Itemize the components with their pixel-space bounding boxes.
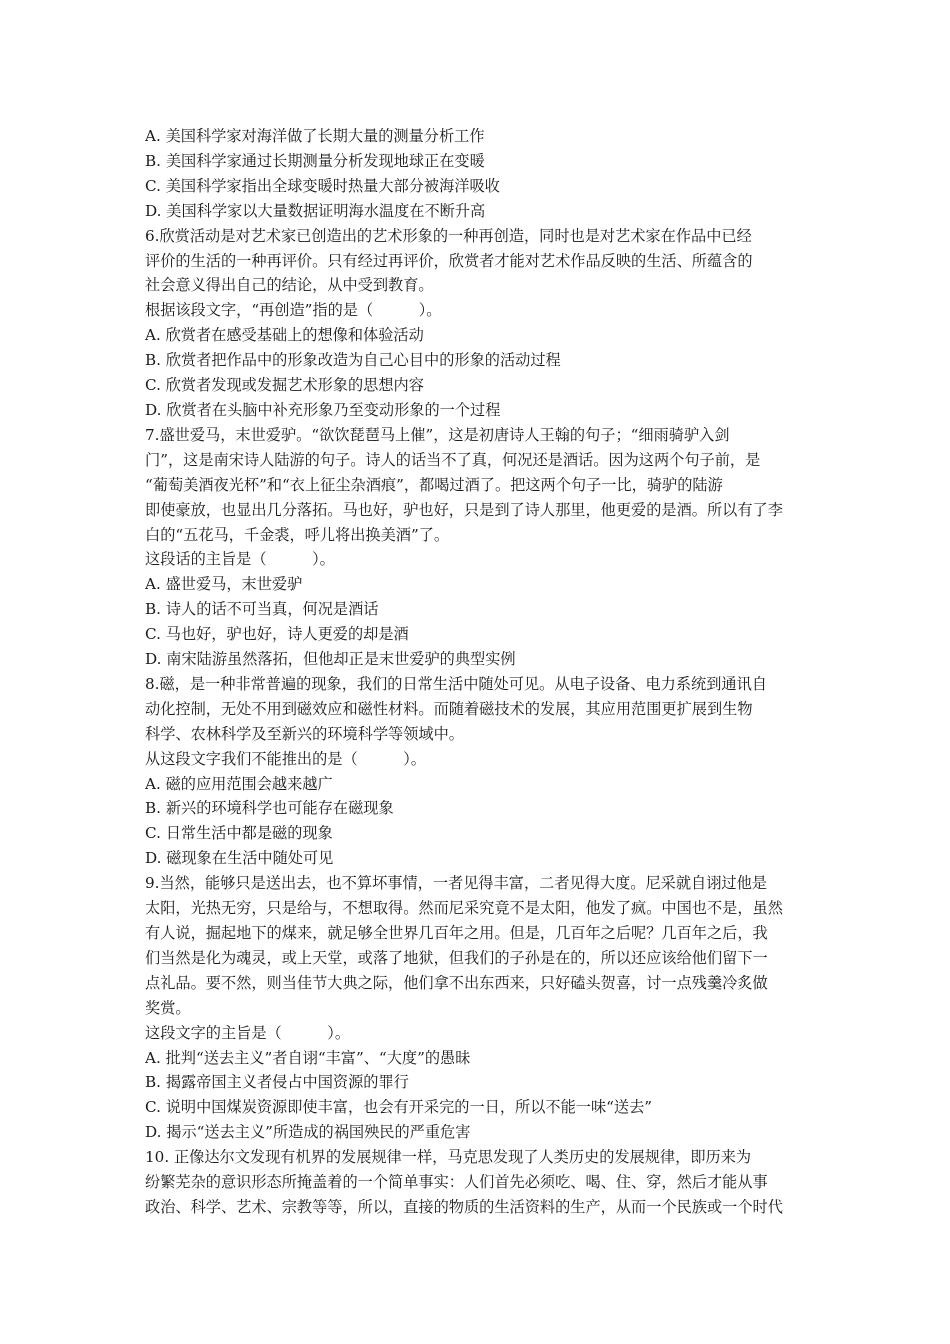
text-line: 门”，这是南宋诗人陆游的句子。诗人的话当不了真，何况还是酒话。因为这两个句子前，是 xyxy=(145,450,761,469)
text-line: 政治、科学、艺术、宗教等等，所以，直接的物质的生活资料的生产，从而一个民族或一个时代 xyxy=(145,1197,783,1216)
text-line: 评价的生活的一种再评价。只有经过再评价，欣赏者才能对艺术作品反映的生活、所蕴含的 xyxy=(145,251,753,270)
text-line: “葡萄美酒夜光杯”和“衣上征尘杂酒痕”，都喝过酒了。把这两个句子一比，骑驴的陆游 xyxy=(145,475,723,494)
text-paragraph xyxy=(145,547,813,572)
text-line: 即使豪放，也显出几分落拓。马也好，驴也好，只是到了诗人那里，他更爱的是酒。所以有了李 xyxy=(145,500,783,519)
text-line: 点礼品。要不然，则当佳节大典之际，他们拿不出东西来，只好磕头贺喜，讨一点残羹冷炙做 xyxy=(145,973,768,992)
text-line: A. 欣赏者在感受基础上的想像和体验活动 xyxy=(145,326,424,345)
text-line: D. 欣赏者在头脑中补充形象乃至变动形象的一个过程 xyxy=(145,400,501,419)
text-line: 社会意义得出自己的结论，从中受到教育。 xyxy=(145,276,434,295)
text-paragraph xyxy=(145,224,813,299)
text-line: 9.当然，能够只是送出去，也不算坏事情，一者见得丰富，二者见得大度。尼采就自诩过他是 xyxy=(145,874,767,893)
document-page xyxy=(145,124,813,1220)
text-line: 纷繁芜杂的意识形态所掩盖着的一个简单事实：人们首先必须吃、喝、住、穿，然后才能从事 xyxy=(145,1173,768,1192)
text-line: 们当然是化为魂灵，或上天堂，或落了地狱，但我们的子孙是在的，所以还应该给他们留下一 xyxy=(145,948,768,967)
text-line: C. 日常生活中都是磁的现象 xyxy=(145,824,333,843)
text-paragraph xyxy=(145,1070,813,1095)
text-line: 从这段文字我们不能推出的是（ ）。 xyxy=(145,749,426,768)
text-paragraph xyxy=(145,647,813,672)
text-paragraph xyxy=(145,149,813,174)
text-line: 10. 正像达尔文发现有机界的发展规律一样，马克思发现了人类历史的发展规律，即历来为 xyxy=(145,1148,752,1167)
text-line: 奖赏。 xyxy=(145,998,191,1017)
text-line: B. 美国科学家通过长期测量分析发现地球正在变暖 xyxy=(145,151,485,170)
text-line: 这段话的主旨是（ ）。 xyxy=(145,550,335,569)
text-line: B. 揭露帝国主义者侵占中国资源的罪行 xyxy=(145,1073,409,1092)
text-line: A. 磁的应用范围会越来越广 xyxy=(145,774,333,793)
text-line: 7.盛世爱马，末世爱驴。“欲饮琵琶马上催”，这是初唐诗人王翰的句子；“细雨骑驴入剑 xyxy=(145,425,730,444)
text-line: 科学、农林科学及至新兴的环境科学等领域中。 xyxy=(145,724,464,743)
text-paragraph xyxy=(145,796,813,821)
text-paragraph xyxy=(145,298,813,323)
text-paragraph xyxy=(145,772,813,797)
text-line: C. 美国科学家指出全球变暖时热量大部分被海洋吸收 xyxy=(145,176,500,195)
text-paragraph xyxy=(145,747,813,772)
text-line: 动化控制，无处不用到磁效应和磁性材料。而随着磁技术的发展，其应用范围更扩展到生物 xyxy=(145,699,753,718)
text-line: C. 说明中国煤炭资源即使丰富，也会有开采完的一日，所以不能一味“送去” xyxy=(145,1098,653,1117)
text-paragraph xyxy=(145,373,813,398)
text-line: C. 欣赏者发现或发掘艺术形象的思想内容 xyxy=(145,376,424,395)
text-line: 8.磁，是一种非常普遍的现象，我们的日常生活中随处可见。从电子设备、电力系统到通讯自 xyxy=(145,674,767,693)
text-line: D. 揭示“送去主义”所造成的祸国殃民的严重危害 xyxy=(145,1123,471,1142)
text-paragraph xyxy=(145,348,813,373)
text-line: C. 马也好，驴也好，诗人更爱的却是酒 xyxy=(145,625,409,644)
text-paragraph xyxy=(145,1095,813,1120)
text-paragraph xyxy=(145,174,813,199)
text-paragraph xyxy=(145,597,813,622)
text-line: 根据该段文字，“再创造”指的是（ ）。 xyxy=(145,301,442,320)
text-line: 6.欣赏活动是对艺术家已创造出的艺术形象的一种再创造，同时也是对艺术家在作品中已经 xyxy=(145,226,752,245)
text-paragraph xyxy=(145,622,813,647)
text-paragraph xyxy=(145,1021,813,1046)
text-paragraph xyxy=(145,199,813,224)
text-line: 有人说，掘起地下的煤来，就足够全世界几百年之用。但是，几百年之后呢？几百年之后，我 xyxy=(145,924,768,942)
text-paragraph xyxy=(145,1120,813,1145)
text-line: 这段文字的主旨是（ ）。 xyxy=(145,1023,351,1042)
text-line: A. 批判“送去主义”者自诩“丰富”、“大度”的愚昧 xyxy=(145,1048,471,1067)
text-paragraph xyxy=(145,323,813,348)
text-line: D. 美国科学家以大量数据证明海水温度在不断升高 xyxy=(145,201,486,220)
text-line: 白的“五花马，千金裘，呼儿将出换美酒”了。 xyxy=(145,525,450,544)
text-paragraph xyxy=(145,672,813,747)
text-paragraph xyxy=(145,572,813,597)
text-line: 太阳，光热无穷，只是给与，不想取得。然而尼采究竟不是太阳，他发了疯。中国也不是，虽然 xyxy=(145,899,783,918)
text-paragraph xyxy=(145,124,813,149)
text-line: D. 南宋陆游虽然落拓，但他却正是末世爱驴的典型实例 xyxy=(145,650,516,669)
text-line: B. 欣赏者把作品中的形象改造为自己心目中的形象的活动过程 xyxy=(145,351,561,370)
text-paragraph xyxy=(145,423,813,548)
text-paragraph xyxy=(145,1145,813,1220)
text-paragraph xyxy=(145,871,813,1020)
text-line: D. 磁现象在生活中随处可见 xyxy=(145,849,334,868)
text-line: A. 美国科学家对海洋做了长期大量的测量分析工作 xyxy=(145,127,485,145)
text-paragraph xyxy=(145,1046,813,1071)
text-line: B. 诗人的话不可当真，何况是酒话 xyxy=(145,600,379,619)
text-line: A. 盛世爱马，末世爱驴 xyxy=(145,575,303,594)
text-line: B. 新兴的环境科学也可能存在磁现象 xyxy=(145,799,394,818)
text-paragraph xyxy=(145,846,813,871)
text-paragraph xyxy=(145,398,813,423)
text-paragraph xyxy=(145,821,813,846)
